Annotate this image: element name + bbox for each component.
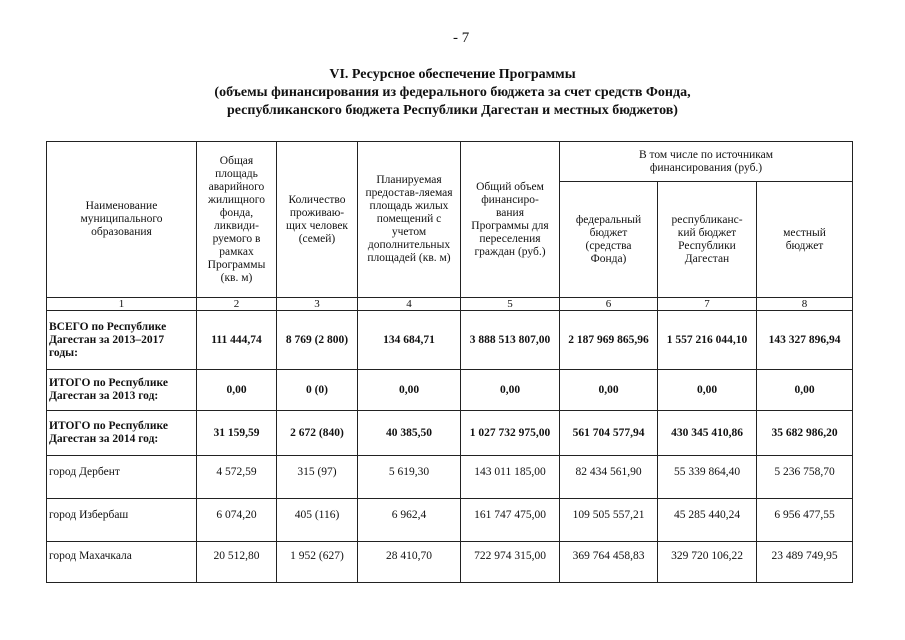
- cell-republic: 45 285 440,24: [658, 499, 757, 542]
- header-planned: Планируемая предостав-ляемая площадь жилых помещений с учетом дополнительных площадей (кв. м): [358, 142, 461, 298]
- cell-local: 35 682 986,20: [757, 411, 853, 456]
- header-total: Общий объем финансиро-вания Программы для переселения граждан (руб.): [461, 142, 560, 298]
- cell-federal: 2 187 969 865,96: [560, 311, 658, 370]
- cell-total: 161 747 475,00: [461, 499, 560, 542]
- cell-area: 31 159,59: [197, 411, 277, 456]
- cell-planned: 134 684,71: [358, 311, 461, 370]
- cell-federal: 0,00: [560, 370, 658, 411]
- cell-federal: 109 505 557,21: [560, 499, 658, 542]
- row-name: ИТОГО по Республике Дагестан за 2013 год:: [47, 370, 197, 411]
- header-name: Наименование муниципального образования: [47, 142, 197, 298]
- row-name: ИТОГО по Республике Дагестан за 2014 год:: [47, 411, 197, 456]
- header-local: местный бюджет: [757, 182, 853, 298]
- cell-people: 2 672 (840): [277, 411, 358, 456]
- cell-people: 0 (0): [277, 370, 358, 411]
- cell-people: 1 952 (627): [277, 542, 358, 583]
- cell-republic: 0,00: [658, 370, 757, 411]
- page-number: - 7: [453, 30, 470, 46]
- column-number: 8: [757, 298, 853, 311]
- cell-republic: 55 339 864,40: [658, 456, 757, 499]
- cell-local: 143 327 896,94: [757, 311, 853, 370]
- cell-planned: 6 962,4: [358, 499, 461, 542]
- cell-republic: 1 557 216 044,10: [658, 311, 757, 370]
- cell-people: 8 769 (2 800): [277, 311, 358, 370]
- cell-planned: 5 619,30: [358, 456, 461, 499]
- header-people: Количество проживаю-щих человек (семей): [277, 142, 358, 298]
- column-number: 2: [197, 298, 277, 311]
- table-row-city: [47, 499, 853, 542]
- cell-area: 4 572,59: [197, 456, 277, 499]
- table-row-city: [47, 456, 853, 499]
- cell-federal: 82 434 561,90: [560, 456, 658, 499]
- row-name: город Избербаш: [47, 499, 197, 542]
- cell-area: 111 444,74: [197, 311, 277, 370]
- title-line-1: VI. Ресурсное обеспечение Программы: [329, 67, 576, 82]
- table-row-2014: [47, 411, 853, 456]
- cell-local: 0,00: [757, 370, 853, 411]
- header-republic: республиканс-кий бюджет Республики Дагестан: [658, 182, 757, 298]
- column-number: 5: [461, 298, 560, 311]
- cell-local: 5 236 758,70: [757, 456, 853, 499]
- cell-area: 6 074,20: [197, 499, 277, 542]
- cell-area: 20 512,80: [197, 542, 277, 583]
- cell-total: 3 888 513 807,00: [461, 311, 560, 370]
- cell-local: 23 489 749,95: [757, 542, 853, 583]
- column-number: 3: [277, 298, 358, 311]
- financing-table: [46, 141, 853, 583]
- header-area: Общая площадь аварийного жилищного фонда, ликвиди-руемого в рамках Программы (кв. м): [197, 142, 277, 298]
- cell-republic: 430 345 410,86: [658, 411, 757, 456]
- cell-people: 315 (97): [277, 456, 358, 499]
- column-number: 1: [47, 298, 197, 311]
- table-row-total: [47, 311, 853, 370]
- cell-federal: 369 764 458,83: [560, 542, 658, 583]
- cell-area: 0,00: [197, 370, 277, 411]
- column-number: 6: [560, 298, 658, 311]
- row-name: ВСЕГО по Республике Дагестан за 2013–2017 годы:: [47, 311, 197, 370]
- cell-planned: 0,00: [358, 370, 461, 411]
- header-sources: В том числе по источникам финансирования (руб.): [560, 142, 853, 182]
- column-numbers-row: [47, 298, 853, 311]
- row-name: город Дербент: [47, 456, 197, 499]
- column-number: 4: [358, 298, 461, 311]
- cell-total: 143 011 185,00: [461, 456, 560, 499]
- cell-total: 722 974 315,00: [461, 542, 560, 583]
- cell-planned: 28 410,70: [358, 542, 461, 583]
- section-title: [0, 66, 905, 120]
- header-federal: федеральный бюджет (средства Фонда): [560, 182, 658, 298]
- table-row-city: [47, 542, 853, 583]
- cell-total: 0,00: [461, 370, 560, 411]
- cell-total: 1 027 732 975,00: [461, 411, 560, 456]
- cell-federal: 561 704 577,94: [560, 411, 658, 456]
- title-line-2: (объемы финансирования из федерального бюджета за счет средств Фонда,: [214, 85, 691, 100]
- title-line-3: республиканского бюджета Республики Дагестан и местных бюджетов): [227, 103, 678, 118]
- cell-republic: 329 720 106,22: [658, 542, 757, 583]
- table-row-2013: [47, 370, 853, 411]
- cell-local: 6 956 477,55: [757, 499, 853, 542]
- row-name: город Махачкала: [47, 542, 197, 583]
- cell-planned: 40 385,50: [358, 411, 461, 456]
- column-number: 7: [658, 298, 757, 311]
- cell-people: 405 (116): [277, 499, 358, 542]
